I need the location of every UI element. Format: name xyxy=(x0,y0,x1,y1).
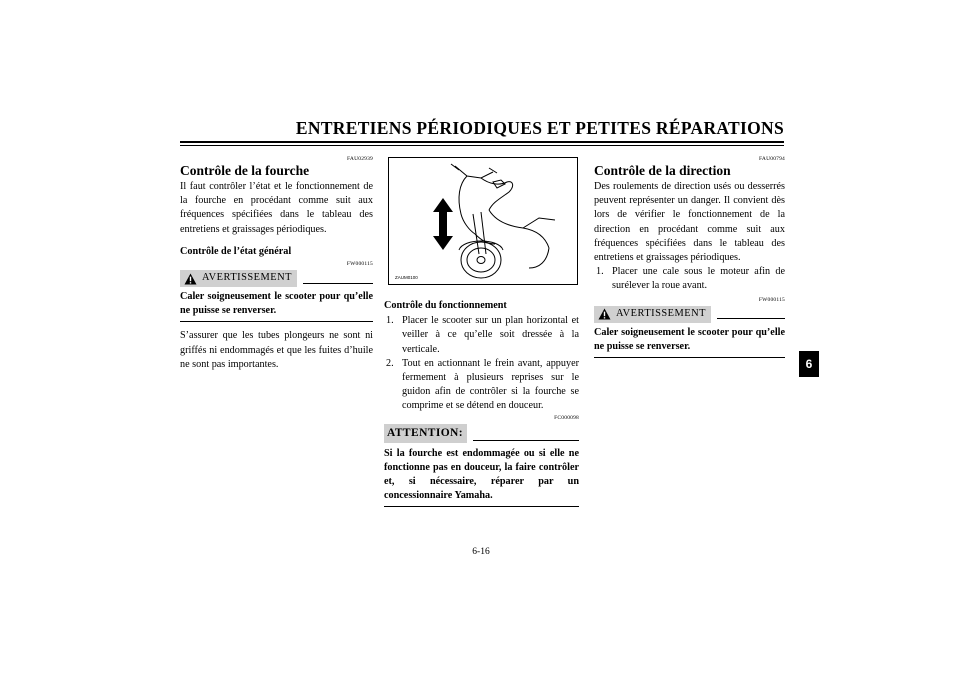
warning-code: FW000115 xyxy=(346,261,373,268)
caution-header xyxy=(384,424,579,443)
warning-code: FW000115 xyxy=(758,296,785,303)
chapter-tab: 6 xyxy=(799,351,819,377)
caution-rule xyxy=(473,440,579,441)
page-title: ENTRETIENS PÉRIODIQUES ET PETITES RÉPARATIONS xyxy=(295,118,784,138)
warning-triangle-icon xyxy=(598,308,611,320)
warning-badge xyxy=(594,306,711,323)
caution-text: Si la fourche est endommagée ou si elle ne fonctionne pas en douceur, la faire contrôler et, si nécessaire, réparer par un concessionnaire Yamaha. xyxy=(384,443,579,508)
subheading: Contrôle de l’état général xyxy=(180,245,292,257)
steps-list xyxy=(594,265,785,293)
section-heading: Contrôle de la fourche xyxy=(180,163,310,178)
intro-paragraph: Des roulements de direction usés ou desserrés peuvent représenter un danger. Il convient dès lors de vérifier le fonctionnement de la direction en procédant comme suit aux fréquences spécifiées dans le tableau des entretiens et graissages périodiques. xyxy=(594,181,785,264)
warning-header xyxy=(180,270,373,287)
section-heading: Contrôle de la direction xyxy=(594,163,731,178)
list-item: 1. Placer une cale sous le moteur afin de surélever la roue avant. xyxy=(596,266,785,292)
section-code: FAU00794 xyxy=(759,156,785,162)
list-item: 2. Tout en actionnant le frein avant, appuyer fermement à plusieurs reprises sur le guidon afin de contrôler si la fourche se comprime et se détend en douceur. xyxy=(386,357,579,412)
warning-label: AVERTISSEMENT xyxy=(616,308,706,320)
subheading: Contrôle du fonctionnement xyxy=(384,300,507,311)
warning-rule xyxy=(717,318,785,319)
section-code: FAU02939 xyxy=(347,156,373,162)
caution-code: FC000098 xyxy=(554,414,579,421)
header-rule xyxy=(180,141,784,143)
scooter-fork-figure xyxy=(388,157,578,285)
warning-triangle-icon xyxy=(184,273,197,285)
warning-badge xyxy=(180,270,297,287)
warning-text: Caler soigneusement le scooter pour qu’elle ne puisse se renverser. xyxy=(594,323,785,358)
column-fork-check xyxy=(180,155,373,372)
warning-header xyxy=(594,306,785,323)
header-rule-thin xyxy=(180,145,784,146)
steps-list xyxy=(384,314,579,413)
column-fork-operation xyxy=(384,299,579,507)
intro-paragraph: Il faut contrôler l’état et le fonctionnement de la fourche en procédant comme suit aux fréquences spécifiées dans le tableau des entretiens et graissages périodiques. xyxy=(180,181,373,235)
caution-badge: ATTENTION: xyxy=(384,424,467,443)
warning-rule xyxy=(303,283,373,284)
body-paragraph: S’assurer que les tubes plongeurs ne sont ni griffés ni endommagés et que les fuites d’huile ne sont pas importantes. xyxy=(180,330,373,370)
column-steering-check xyxy=(594,155,785,358)
warning-text: Caler soigneusement le scooter pour qu’elle ne puisse se renverser. xyxy=(180,287,373,322)
warning-label: AVERTISSEMENT xyxy=(202,272,292,284)
figure-code: ZAUM0100 xyxy=(395,275,418,280)
page-number: 6-16 xyxy=(472,547,490,557)
list-item: 1. Placer le scooter sur un plan horizontal et veiller à ce qu’elle soit dressée à la verticale. xyxy=(386,315,579,355)
scooter-illustration xyxy=(389,158,577,284)
